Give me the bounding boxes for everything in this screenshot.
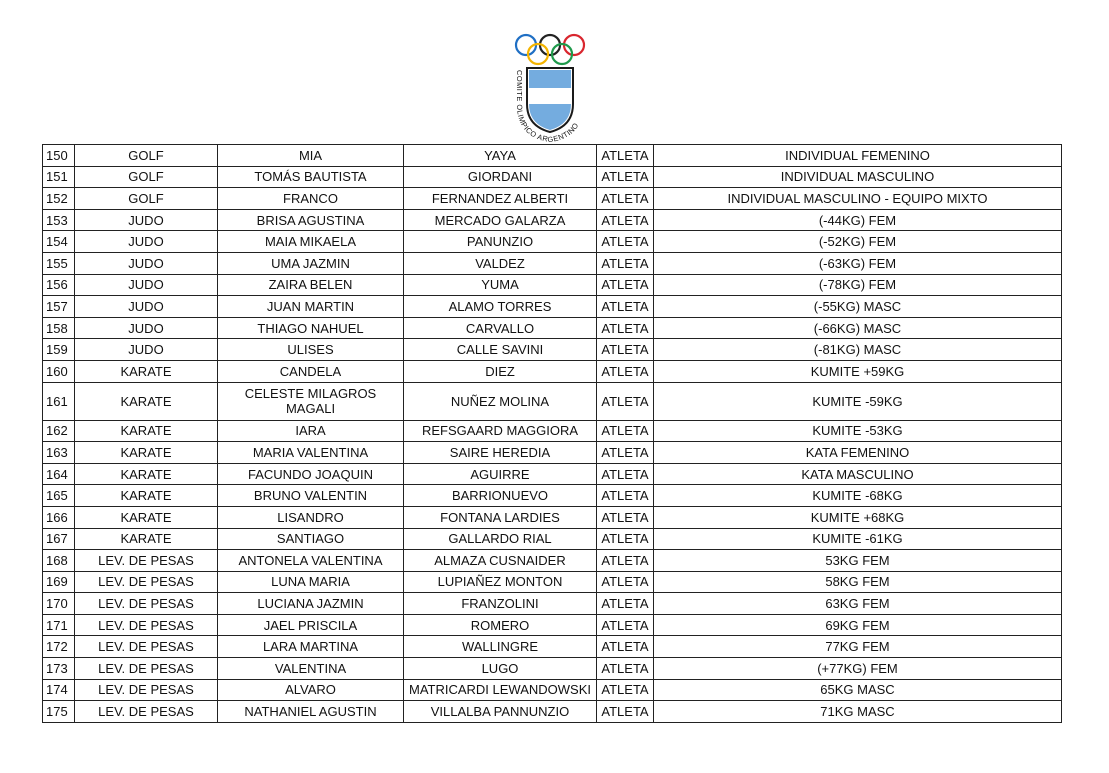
first-name-cell: MARIA VALENTINA bbox=[218, 442, 404, 464]
first-name-cell: CELESTE MILAGROS MAGALI bbox=[218, 382, 404, 420]
first-name-cell: LUCIANA JAZMIN bbox=[218, 593, 404, 615]
table-row bbox=[43, 360, 1062, 382]
last-name-cell: VILLALBA PANNUNZIO bbox=[404, 701, 597, 723]
event-cell: KUMITE +68KG bbox=[654, 506, 1062, 528]
table-row bbox=[43, 231, 1062, 253]
role-cell: ATLETA bbox=[597, 528, 654, 550]
last-name-cell: ALAMO TORRES bbox=[404, 296, 597, 318]
first-name-cell: TOMÁS BAUTISTA bbox=[218, 166, 404, 188]
sport-cell: LEV. DE PESAS bbox=[75, 636, 218, 658]
table-row bbox=[43, 506, 1062, 528]
last-name-cell: WALLINGRE bbox=[404, 636, 597, 658]
first-name-cell: SANTIAGO bbox=[218, 528, 404, 550]
last-name-cell: CALLE SAVINI bbox=[404, 339, 597, 361]
sport-cell: KARATE bbox=[75, 442, 218, 464]
role-cell: ATLETA bbox=[597, 360, 654, 382]
role-cell: ATLETA bbox=[597, 442, 654, 464]
role-cell: ATLETA bbox=[597, 317, 654, 339]
event-cell: KATA FEMENINO bbox=[654, 442, 1062, 464]
event-cell: KUMITE -68KG bbox=[654, 485, 1062, 507]
last-name-cell: PANUNZIO bbox=[404, 231, 597, 253]
event-cell: KUMITE +59KG bbox=[654, 360, 1062, 382]
sport-cell: KARATE bbox=[75, 360, 218, 382]
row-number: 170 bbox=[43, 593, 75, 615]
first-name-cell: ZAIRA BELEN bbox=[218, 274, 404, 296]
sport-cell: KARATE bbox=[75, 463, 218, 485]
sport-cell: JUDO bbox=[75, 339, 218, 361]
athlete-roster-table bbox=[42, 144, 1062, 723]
role-cell: ATLETA bbox=[597, 506, 654, 528]
role-cell: ATLETA bbox=[597, 463, 654, 485]
row-number: 159 bbox=[43, 339, 75, 361]
table-row bbox=[43, 485, 1062, 507]
last-name-cell: GALLARDO RIAL bbox=[404, 528, 597, 550]
role-cell: ATLETA bbox=[597, 701, 654, 723]
last-name-cell: LUPIAÑEZ MONTON bbox=[404, 571, 597, 593]
event-cell: KATA MASCULINO bbox=[654, 463, 1062, 485]
table-row bbox=[43, 614, 1062, 636]
last-name-cell: DIEZ bbox=[404, 360, 597, 382]
first-name-cell: VALENTINA bbox=[218, 658, 404, 680]
role-cell: ATLETA bbox=[597, 420, 654, 442]
row-number: 161 bbox=[43, 382, 75, 420]
sport-cell: KARATE bbox=[75, 528, 218, 550]
row-number: 172 bbox=[43, 636, 75, 658]
last-name-cell: FRANZOLINI bbox=[404, 593, 597, 615]
last-name-cell: REFSGAARD MAGGIORA bbox=[404, 420, 597, 442]
row-number: 174 bbox=[43, 679, 75, 701]
sport-cell: JUDO bbox=[75, 296, 218, 318]
first-name-cell: FACUNDO JOAQUIN bbox=[218, 463, 404, 485]
table-row bbox=[43, 209, 1062, 231]
last-name-cell: ROMERO bbox=[404, 614, 597, 636]
sport-cell: JUDO bbox=[75, 317, 218, 339]
event-cell: 63KG FEM bbox=[654, 593, 1062, 615]
row-number: 160 bbox=[43, 360, 75, 382]
table-row bbox=[43, 442, 1062, 464]
event-cell: (-44KG) FEM bbox=[654, 209, 1062, 231]
row-number: 151 bbox=[43, 166, 75, 188]
role-cell: ATLETA bbox=[597, 296, 654, 318]
table-row bbox=[43, 188, 1062, 210]
table-row bbox=[43, 528, 1062, 550]
table-row bbox=[43, 593, 1062, 615]
event-cell: KUMITE -59KG bbox=[654, 382, 1062, 420]
table-row bbox=[43, 317, 1062, 339]
event-cell: 71KG MASC bbox=[654, 701, 1062, 723]
role-cell: ATLETA bbox=[597, 382, 654, 420]
table-row bbox=[43, 382, 1062, 420]
table-row bbox=[43, 701, 1062, 723]
role-cell: ATLETA bbox=[597, 166, 654, 188]
first-name-cell: BRISA AGUSTINA bbox=[218, 209, 404, 231]
first-name-cell: UMA JAZMIN bbox=[218, 252, 404, 274]
last-name-cell: FERNANDEZ ALBERTI bbox=[404, 188, 597, 210]
last-name-cell: YUMA bbox=[404, 274, 597, 296]
table-row bbox=[43, 296, 1062, 318]
role-cell: ATLETA bbox=[597, 593, 654, 615]
role-cell: ATLETA bbox=[597, 658, 654, 680]
role-cell: ATLETA bbox=[597, 252, 654, 274]
olympic-committee-logo bbox=[505, 30, 595, 145]
row-number: 158 bbox=[43, 317, 75, 339]
coa-emblem-icon bbox=[505, 30, 595, 145]
table-row bbox=[43, 145, 1062, 167]
event-cell: 77KG FEM bbox=[654, 636, 1062, 658]
row-number: 152 bbox=[43, 188, 75, 210]
first-name-cell: MIA bbox=[218, 145, 404, 167]
event-cell: (-66KG) MASC bbox=[654, 317, 1062, 339]
row-number: 175 bbox=[43, 701, 75, 723]
last-name-cell: MATRICARDI LEWANDOWSKI bbox=[404, 679, 597, 701]
first-name-cell: MAIA MIKAELA bbox=[218, 231, 404, 253]
first-name-cell: ANTONELA VALENTINA bbox=[218, 550, 404, 572]
role-cell: ATLETA bbox=[597, 636, 654, 658]
first-name-cell: IARA bbox=[218, 420, 404, 442]
table-row bbox=[43, 571, 1062, 593]
sport-cell: LEV. DE PESAS bbox=[75, 614, 218, 636]
sport-cell: KARATE bbox=[75, 485, 218, 507]
table-row bbox=[43, 420, 1062, 442]
row-number: 166 bbox=[43, 506, 75, 528]
event-cell: INDIVIDUAL MASCULINO bbox=[654, 166, 1062, 188]
table-row bbox=[43, 550, 1062, 572]
flag-band-top bbox=[525, 70, 575, 88]
first-name-cell: LISANDRO bbox=[218, 506, 404, 528]
sport-cell: LEV. DE PESAS bbox=[75, 679, 218, 701]
role-cell: ATLETA bbox=[597, 209, 654, 231]
row-number: 154 bbox=[43, 231, 75, 253]
role-cell: ATLETA bbox=[597, 188, 654, 210]
sport-cell: LEV. DE PESAS bbox=[75, 550, 218, 572]
last-name-cell: FONTANA LARDIES bbox=[404, 506, 597, 528]
last-name-cell: SAIRE HEREDIA bbox=[404, 442, 597, 464]
table-row bbox=[43, 166, 1062, 188]
sport-cell: LEV. DE PESAS bbox=[75, 593, 218, 615]
row-number: 165 bbox=[43, 485, 75, 507]
last-name-cell: ALMAZA CUSNAIDER bbox=[404, 550, 597, 572]
event-cell: 58KG FEM bbox=[654, 571, 1062, 593]
row-number: 157 bbox=[43, 296, 75, 318]
last-name-cell: NUÑEZ MOLINA bbox=[404, 382, 597, 420]
table-row bbox=[43, 463, 1062, 485]
role-cell: ATLETA bbox=[597, 614, 654, 636]
event-cell: (-78KG) FEM bbox=[654, 274, 1062, 296]
role-cell: ATLETA bbox=[597, 274, 654, 296]
sport-cell: JUDO bbox=[75, 231, 218, 253]
table-row bbox=[43, 274, 1062, 296]
row-number: 173 bbox=[43, 658, 75, 680]
last-name-cell: BARRIONUEVO bbox=[404, 485, 597, 507]
sport-cell: JUDO bbox=[75, 274, 218, 296]
table-row bbox=[43, 252, 1062, 274]
role-cell: ATLETA bbox=[597, 339, 654, 361]
table-row bbox=[43, 658, 1062, 680]
sport-cell: KARATE bbox=[75, 382, 218, 420]
sport-cell: LEV. DE PESAS bbox=[75, 658, 218, 680]
sport-cell: GOLF bbox=[75, 166, 218, 188]
last-name-cell: MERCADO GALARZA bbox=[404, 209, 597, 231]
row-number: 171 bbox=[43, 614, 75, 636]
last-name-cell: YAYA bbox=[404, 145, 597, 167]
sport-cell: JUDO bbox=[75, 209, 218, 231]
sport-cell: GOLF bbox=[75, 145, 218, 167]
first-name-cell: NATHANIEL AGUSTIN bbox=[218, 701, 404, 723]
first-name-cell: THIAGO NAHUEL bbox=[218, 317, 404, 339]
row-number: 156 bbox=[43, 274, 75, 296]
table-row bbox=[43, 339, 1062, 361]
sport-cell: KARATE bbox=[75, 420, 218, 442]
table-row bbox=[43, 636, 1062, 658]
role-cell: ATLETA bbox=[597, 485, 654, 507]
event-cell: KUMITE -53KG bbox=[654, 420, 1062, 442]
last-name-cell: CARVALLO bbox=[404, 317, 597, 339]
roster-body bbox=[43, 145, 1062, 723]
row-number: 162 bbox=[43, 420, 75, 442]
first-name-cell: FRANCO bbox=[218, 188, 404, 210]
row-number: 150 bbox=[43, 145, 75, 167]
role-cell: ATLETA bbox=[597, 145, 654, 167]
row-number: 155 bbox=[43, 252, 75, 274]
first-name-cell: BRUNO VALENTIN bbox=[218, 485, 404, 507]
event-cell: (+77KG) FEM bbox=[654, 658, 1062, 680]
row-number: 163 bbox=[43, 442, 75, 464]
event-cell: INDIVIDUAL MASCULINO - EQUIPO MIXTO bbox=[654, 188, 1062, 210]
sport-cell: LEV. DE PESAS bbox=[75, 701, 218, 723]
row-number: 164 bbox=[43, 463, 75, 485]
first-name-cell: CANDELA bbox=[218, 360, 404, 382]
sport-cell: JUDO bbox=[75, 252, 218, 274]
sport-cell: KARATE bbox=[75, 506, 218, 528]
first-name-cell: JUAN MARTIN bbox=[218, 296, 404, 318]
first-name-cell: LARA MARTINA bbox=[218, 636, 404, 658]
row-number: 167 bbox=[43, 528, 75, 550]
last-name-cell: GIORDANI bbox=[404, 166, 597, 188]
role-cell: ATLETA bbox=[597, 571, 654, 593]
first-name-cell: LUNA MARIA bbox=[218, 571, 404, 593]
event-cell: 65KG MASC bbox=[654, 679, 1062, 701]
sport-cell: LEV. DE PESAS bbox=[75, 571, 218, 593]
table-row bbox=[43, 679, 1062, 701]
event-cell: (-63KG) FEM bbox=[654, 252, 1062, 274]
row-number: 169 bbox=[43, 571, 75, 593]
last-name-cell: VALDEZ bbox=[404, 252, 597, 274]
role-cell: ATLETA bbox=[597, 679, 654, 701]
sport-cell: GOLF bbox=[75, 188, 218, 210]
first-name-cell: ALVARO bbox=[218, 679, 404, 701]
role-cell: ATLETA bbox=[597, 231, 654, 253]
first-name-cell: JAEL PRISCILA bbox=[218, 614, 404, 636]
event-cell: INDIVIDUAL FEMENINO bbox=[654, 145, 1062, 167]
event-cell: 69KG FEM bbox=[654, 614, 1062, 636]
event-cell: 53KG FEM bbox=[654, 550, 1062, 572]
row-number: 153 bbox=[43, 209, 75, 231]
last-name-cell: AGUIRRE bbox=[404, 463, 597, 485]
first-name-cell: ULISES bbox=[218, 339, 404, 361]
event-cell: (-55KG) MASC bbox=[654, 296, 1062, 318]
flag-band-middle bbox=[525, 88, 575, 104]
role-cell: ATLETA bbox=[597, 550, 654, 572]
event-cell: (-81KG) MASC bbox=[654, 339, 1062, 361]
event-cell: (-52KG) FEM bbox=[654, 231, 1062, 253]
event-cell: KUMITE -61KG bbox=[654, 528, 1062, 550]
last-name-cell: LUGO bbox=[404, 658, 597, 680]
row-number: 168 bbox=[43, 550, 75, 572]
logo-arc-text: COMITE OLIMPICO ARGENTINO bbox=[514, 70, 581, 145]
